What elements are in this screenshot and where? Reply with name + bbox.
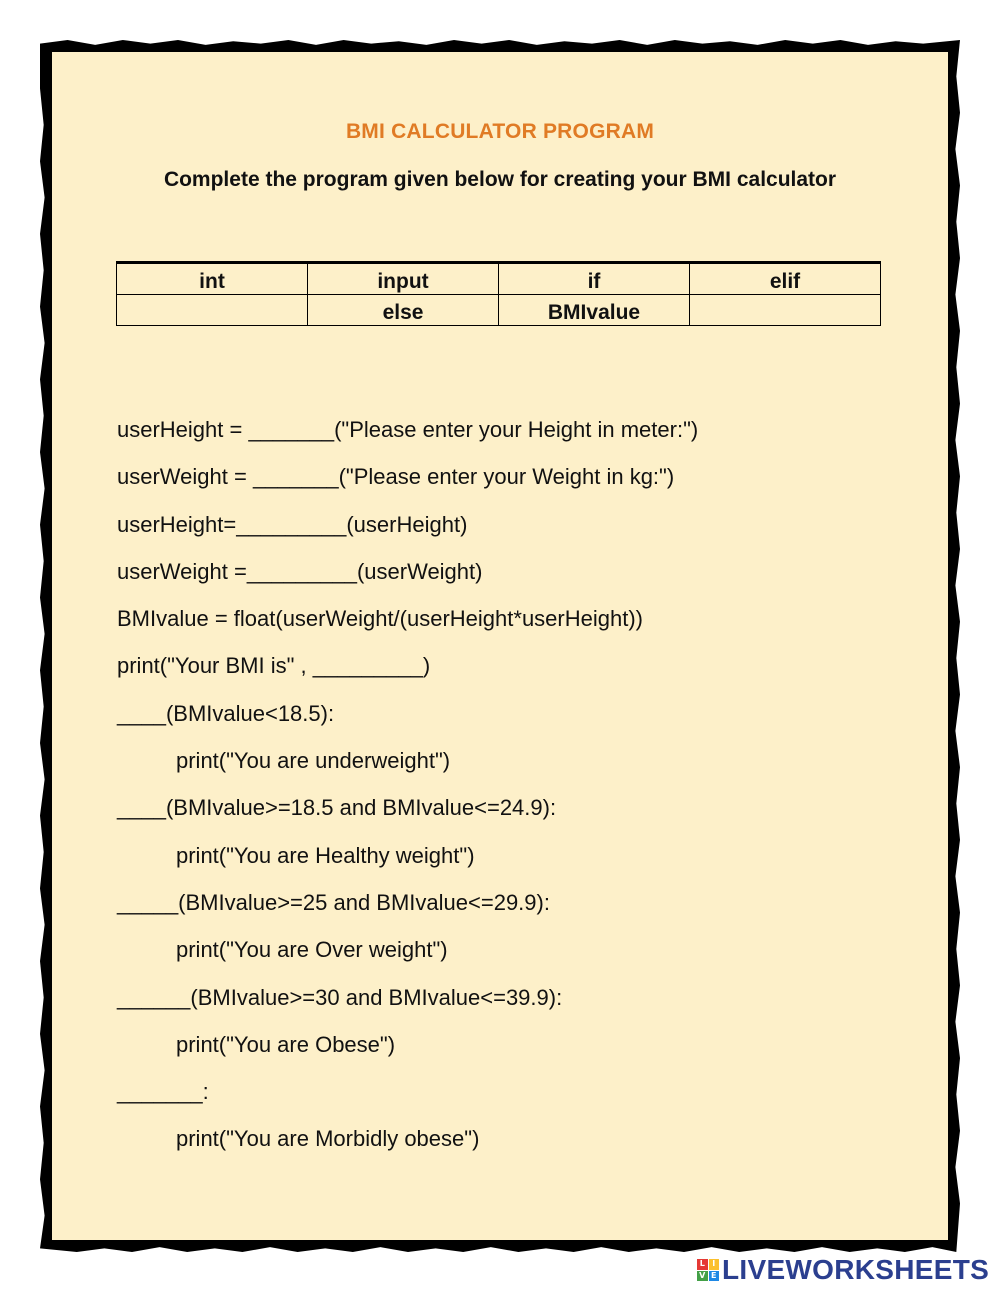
word-bank-cell (690, 295, 881, 326)
code-line: ______(BMIvalue>=30 and BMIvalue<=39.9): (117, 984, 563, 1010)
word-bank-cell: elif (690, 263, 881, 295)
code-line: ____(BMIvalue<18.5): (117, 700, 335, 726)
word-bank-cell: input (308, 263, 499, 295)
word-bank-row (117, 263, 881, 295)
word-bank-table (116, 261, 881, 326)
worksheet-instructions: Complete the program given below for creating your BMI calculator (163, 168, 837, 191)
code-line: _______: (117, 1079, 209, 1105)
code-line: userHeight=_________(userHeight) (117, 511, 468, 537)
logo-tile: V (697, 1271, 708, 1282)
logo-tile: L (697, 1259, 708, 1270)
word-bank-cell: else (308, 295, 499, 326)
liveworksheets-logo-icon (697, 1259, 719, 1281)
code-line: ____(BMIvalue>=18.5 and BMIvalue<=24.9): (117, 795, 557, 821)
code-listing (117, 412, 897, 1169)
logo-tile: I (709, 1259, 720, 1270)
code-line: print("You are Obese") (176, 1031, 396, 1057)
code-line: print("You are Morbidly obese") (176, 1126, 480, 1152)
code-line: userWeight =_________(userWeight) (117, 558, 483, 584)
word-bank-cell: int (117, 263, 308, 295)
code-line: print("You are Healthy weight") (176, 842, 475, 868)
code-line: print("You are Over weight") (176, 937, 448, 963)
liveworksheets-brand (697, 1255, 989, 1285)
code-line: BMIvalue = float(userWeight/(userHeight*userHeight)) (117, 606, 643, 632)
word-bank-row (117, 295, 881, 326)
code-line: print("Your BMI is" , _________) (117, 653, 431, 679)
word-bank-cell (117, 295, 308, 326)
word-bank-cell: if (499, 263, 690, 295)
code-line: userHeight = _______("Please enter your Height in meter:") (117, 417, 699, 442)
code-line: _____(BMIvalue>=25 and BMIvalue<=29.9): (117, 889, 550, 915)
logo-tile: E (709, 1271, 720, 1282)
worksheet-title: BMI CALCULATOR PROGRAM (345, 120, 655, 143)
word-bank-cell: BMIvalue (499, 295, 690, 326)
brand-name: LIVEWORKSHEETS (722, 1254, 990, 1285)
code-line: print("You are underweight") (176, 748, 451, 774)
code-line: userWeight = _______("Please enter your Weight in kg:") (117, 464, 675, 490)
